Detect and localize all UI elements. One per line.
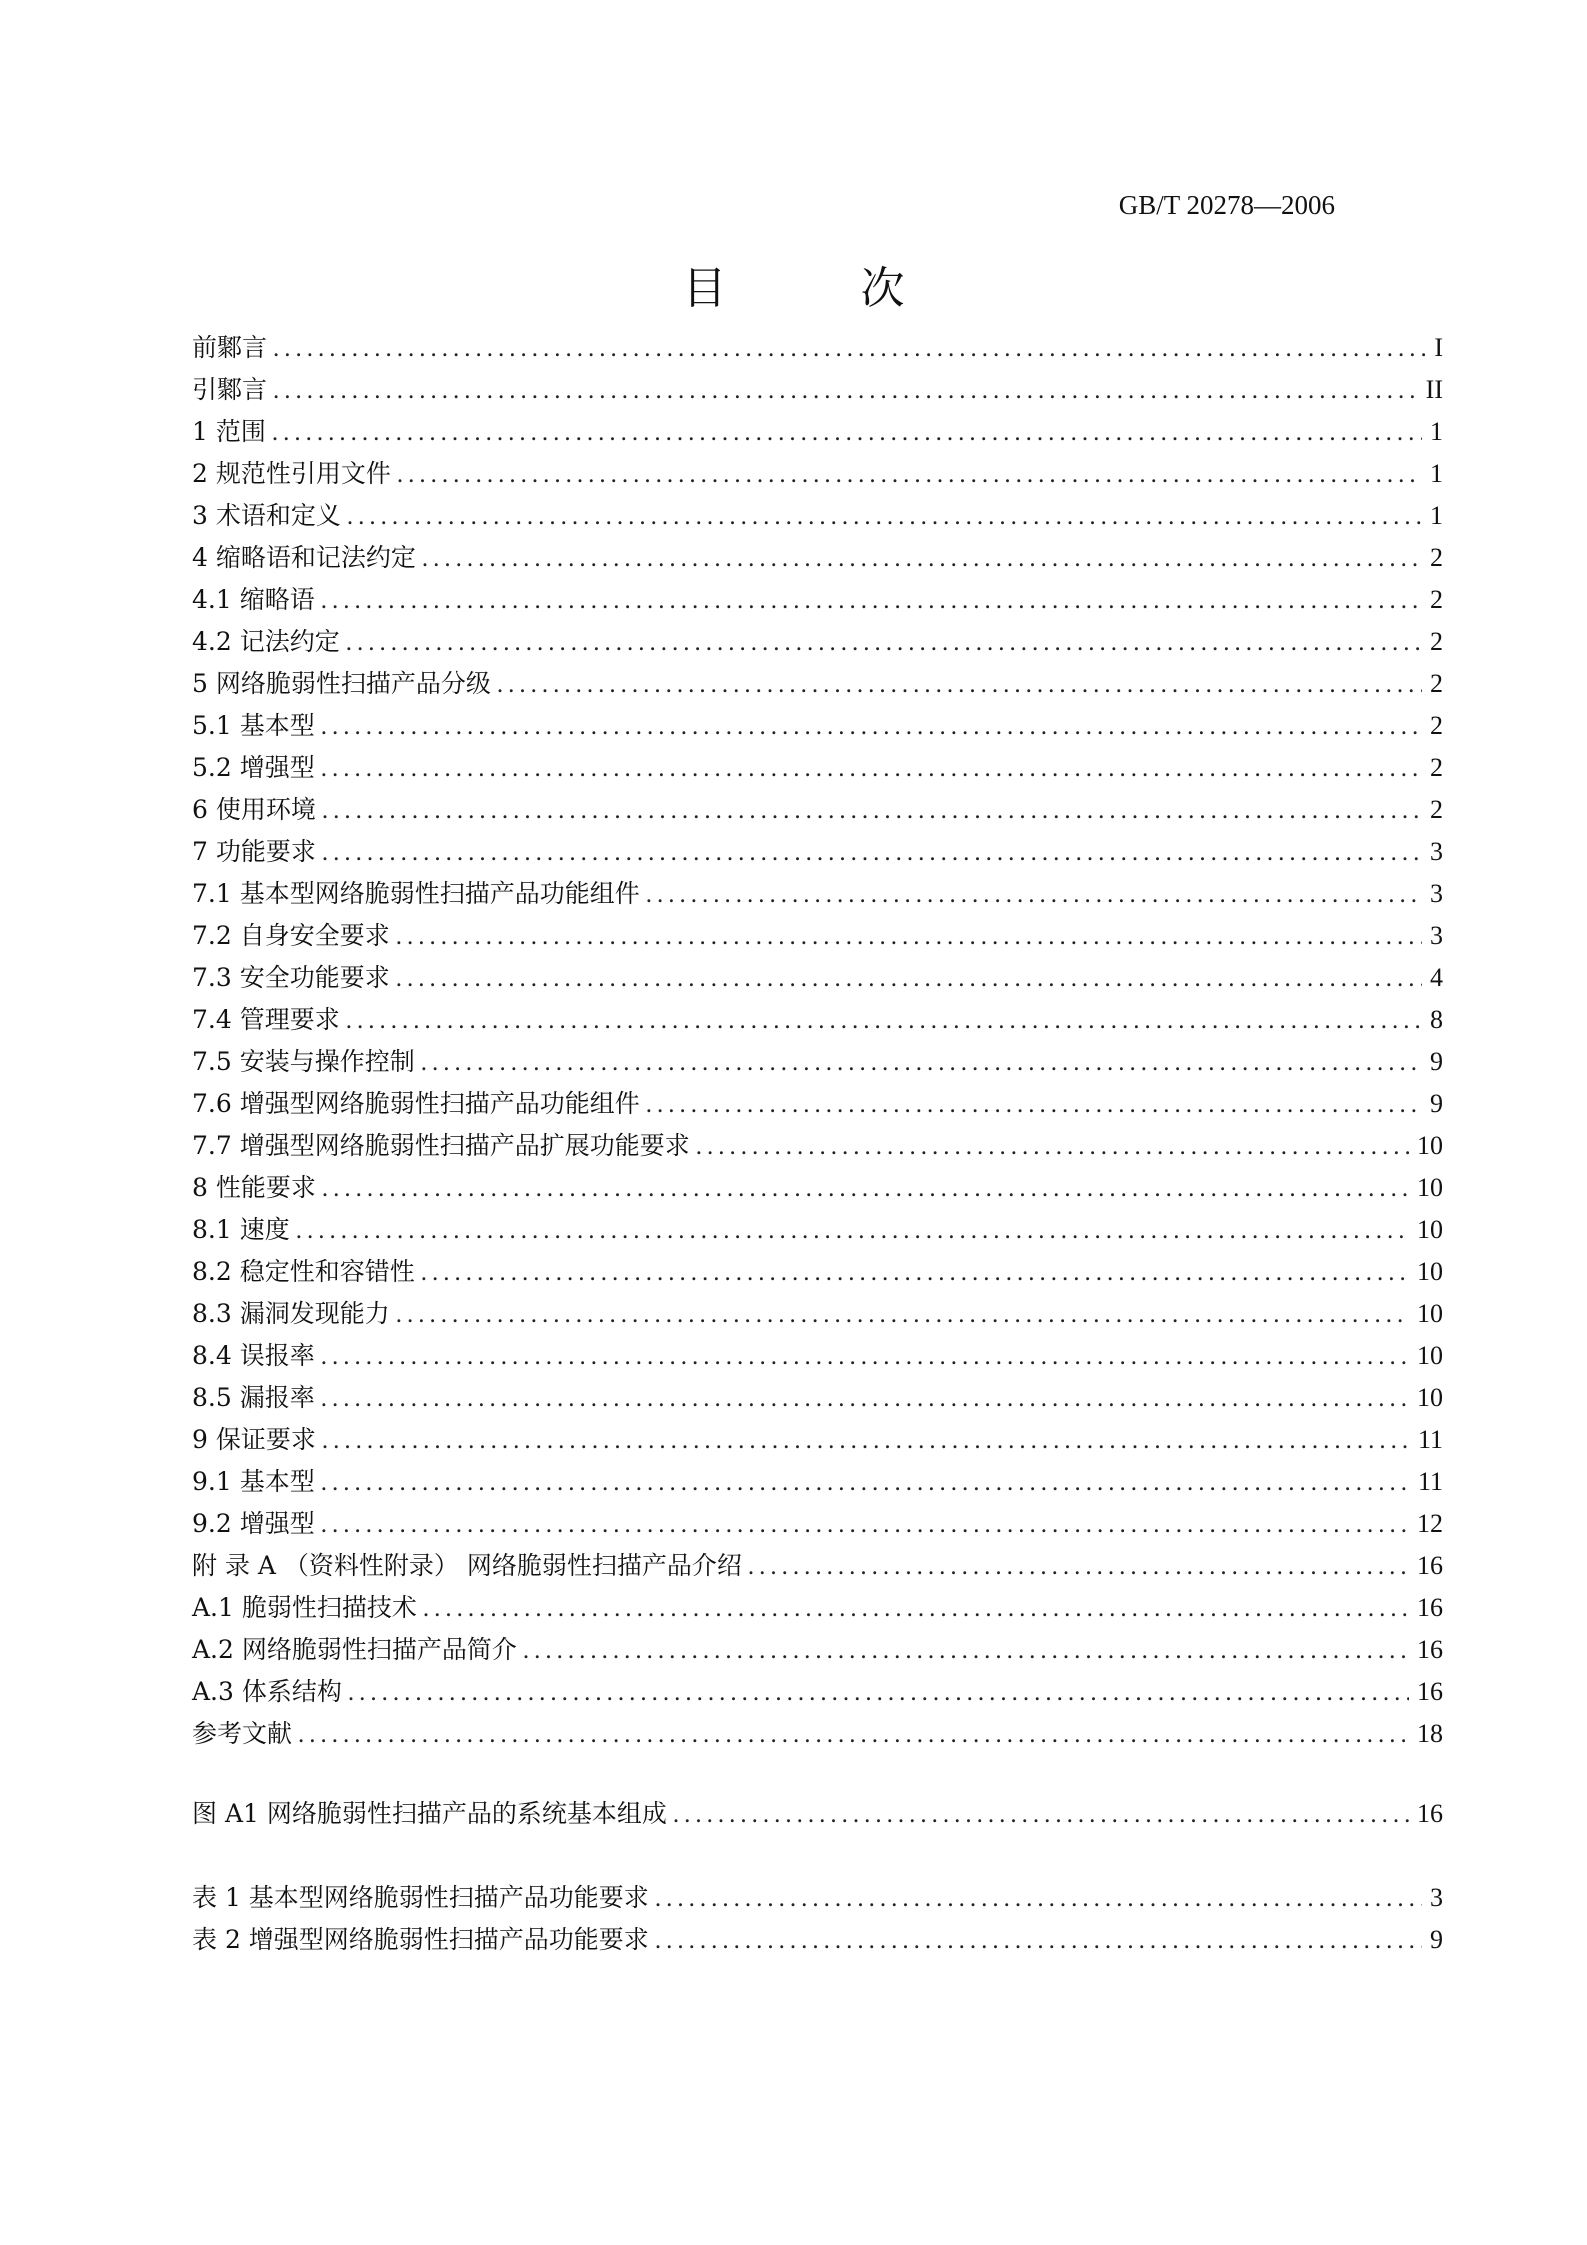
- dot-leader: [396, 923, 1422, 951]
- toc-entry-page: 2: [1430, 669, 1443, 698]
- toc-entry[interactable]: [192, 706, 1443, 748]
- toc-entry-label: 引鄹言: [192, 375, 268, 404]
- toc-entry-label: 4 缩略语和记法约定: [192, 543, 416, 572]
- toc-entry-page: I: [1434, 333, 1443, 362]
- dot-leader: [646, 1091, 1422, 1119]
- toc-entry-page: 10: [1417, 1341, 1443, 1370]
- toc-entry[interactable]: [192, 916, 1443, 958]
- dot-leader: [748, 1553, 1409, 1581]
- toc-entry[interactable]: [192, 664, 1443, 706]
- toc-entry[interactable]: [192, 1252, 1443, 1294]
- toc-entry-page: 10: [1417, 1215, 1443, 1244]
- dot-leader: [497, 671, 1422, 699]
- dot-leader: [321, 1385, 1409, 1413]
- toc-entry[interactable]: [192, 1126, 1443, 1168]
- toc-entry-label: 7.1 基本型网络脆弱性扫描产品功能组件: [192, 879, 640, 908]
- toc-entry-page: 4: [1430, 963, 1443, 992]
- toc-entry[interactable]: [192, 1546, 1443, 1588]
- toc-entry-label: 8 性能要求: [192, 1173, 316, 1202]
- toc-entry[interactable]: [192, 496, 1443, 538]
- table-of-contents: [192, 328, 1443, 1756]
- toc-entry-page: 12: [1417, 1509, 1443, 1538]
- dot-leader: [321, 1469, 1410, 1497]
- toc-entry-label: 7.7 增强型网络脆弱性扫描产品扩展功能要求: [192, 1131, 690, 1160]
- toc-entry[interactable]: [192, 1504, 1443, 1546]
- toc-entry-label: 7.3 安全功能要求: [192, 963, 390, 992]
- toc-entry-page: 10: [1417, 1131, 1443, 1160]
- toc-entry-label: 8.3 漏洞发现能力: [192, 1299, 390, 1328]
- toc-entry-label: 1 范围: [192, 417, 266, 446]
- dot-leader: [321, 1511, 1409, 1539]
- toc-entry-label: A.2 网络脆弱性扫描产品简介: [192, 1635, 517, 1664]
- toc-entry-page: 16: [1417, 1677, 1443, 1706]
- toc-entry[interactable]: [192, 580, 1443, 622]
- toc-entry-label: 8.2 稳定性和容错性: [192, 1257, 415, 1286]
- dot-leader: [296, 1217, 1409, 1245]
- dot-leader: [322, 839, 1422, 867]
- toc-entry-label: 附 录 A （资料性附录） 网络脆弱性扫描产品介绍: [192, 1551, 742, 1580]
- toc-entry-page: 3: [1430, 837, 1443, 866]
- toc-entry-page: 18: [1417, 1719, 1443, 1748]
- toc-entry-page: 2: [1430, 543, 1443, 572]
- toc-entry[interactable]: [192, 538, 1443, 580]
- dot-leader: [321, 1343, 1409, 1371]
- toc-entry-label: 7 功能要求: [192, 837, 316, 866]
- toc-entry[interactable]: [192, 1420, 1443, 1462]
- toc-entry[interactable]: [192, 958, 1443, 1000]
- toc-entry-label: A.3 体系结构: [192, 1677, 342, 1706]
- toc-entry[interactable]: [192, 1168, 1443, 1210]
- dot-leader: [321, 713, 1422, 741]
- list-of-tables: [192, 1878, 1443, 1962]
- toc-entry-page: 16: [1417, 1635, 1443, 1664]
- toc-entry-page: 8: [1430, 1005, 1443, 1034]
- toc-entry-page: 1: [1430, 459, 1443, 488]
- toc-entry-page: 3: [1430, 1883, 1443, 1912]
- toc-entry[interactable]: [192, 1920, 1443, 1962]
- toc-entry-page: 11: [1417, 1425, 1443, 1454]
- page-title: 目 次: [682, 263, 965, 314]
- toc-entry-label: 4.1 缩略语: [192, 585, 315, 614]
- toc-entry-label: 5 网络脆弱性扫描产品分级: [192, 669, 491, 698]
- toc-entry[interactable]: [192, 1462, 1443, 1504]
- toc-entry-page: 1: [1430, 417, 1443, 446]
- dot-leader: [346, 1007, 1422, 1035]
- dot-leader: [396, 965, 1422, 993]
- toc-entry[interactable]: [192, 1714, 1443, 1756]
- toc-entry-page: 2: [1430, 711, 1443, 740]
- toc-entry[interactable]: [192, 1084, 1443, 1126]
- toc-entry-page: 1: [1430, 501, 1443, 530]
- toc-entry-page: 9: [1430, 1925, 1443, 1954]
- dot-leader: [321, 755, 1422, 783]
- toc-entry-page: 2: [1430, 753, 1443, 782]
- toc-entry-page: 16: [1417, 1593, 1443, 1622]
- dot-leader: [423, 1595, 1409, 1623]
- dot-leader: [321, 587, 1422, 615]
- toc-entry-label: 7.4 管理要求: [192, 1005, 340, 1034]
- toc-entry-page: 3: [1430, 879, 1443, 908]
- dot-leader: [422, 545, 1422, 573]
- toc-entry-page: 10: [1417, 1383, 1443, 1412]
- toc-entry-label: 7.5 安装与操作控制: [192, 1047, 415, 1076]
- toc-entry-label: 5.2 增强型: [192, 753, 315, 782]
- toc-entry-label: 8.5 漏报率: [192, 1383, 315, 1412]
- toc-entry[interactable]: [192, 1588, 1443, 1630]
- dot-leader: [655, 1885, 1422, 1913]
- toc-entry[interactable]: [192, 454, 1443, 496]
- dot-leader: [347, 503, 1422, 531]
- toc-entry-label: 5.1 基本型: [192, 711, 315, 740]
- dot-leader: [272, 419, 1422, 447]
- toc-entry[interactable]: [192, 874, 1443, 916]
- dot-leader: [421, 1259, 1409, 1287]
- toc-entry-label: 8.1 速度: [192, 1215, 290, 1244]
- toc-entry[interactable]: [192, 1210, 1443, 1252]
- toc-entry[interactable]: [192, 1794, 1443, 1836]
- toc-entry-page: 10: [1417, 1299, 1443, 1328]
- toc-entry-label: 4.2 记法约定: [192, 627, 340, 656]
- dot-leader: [655, 1927, 1422, 1955]
- toc-entry[interactable]: [192, 1378, 1443, 1420]
- toc-entry-label: 表 2 增强型网络脆弱性扫描产品功能要求: [192, 1925, 649, 1954]
- toc-entry-label: 表 1 基本型网络脆弱性扫描产品功能要求: [192, 1883, 649, 1912]
- toc-entry[interactable]: [192, 1672, 1443, 1714]
- dot-leader: [396, 1301, 1409, 1329]
- dot-leader: [346, 629, 1422, 657]
- toc-entry-label: 3 术语和定义: [192, 501, 341, 530]
- dot-leader: [348, 1679, 1409, 1707]
- toc-entry-page: 10: [1417, 1173, 1443, 1202]
- toc-entry-label: 7.6 增强型网络脆弱性扫描产品功能组件: [192, 1089, 640, 1118]
- toc-entry[interactable]: [192, 1336, 1443, 1378]
- toc-entry[interactable]: [192, 790, 1443, 832]
- toc-entry[interactable]: [192, 328, 1443, 370]
- dot-leader: [322, 1427, 1410, 1455]
- toc-entry-page: 2: [1430, 585, 1443, 614]
- toc-entry-label: 9.2 增强型: [192, 1509, 315, 1538]
- toc-entry[interactable]: [192, 1878, 1443, 1920]
- toc-entry[interactable]: [192, 832, 1443, 874]
- dot-leader: [696, 1133, 1409, 1161]
- toc-entry-page: 2: [1430, 627, 1443, 656]
- toc-entry-label: 8.4 误报率: [192, 1341, 315, 1370]
- toc-entry-page: 16: [1417, 1551, 1443, 1580]
- toc-entry-label: A.1 脆弱性扫描技术: [192, 1593, 417, 1622]
- toc-entry[interactable]: [192, 1294, 1443, 1336]
- toc-entry-label: 7.2 自身安全要求: [192, 921, 390, 950]
- toc-entry-label: 参考文献: [192, 1719, 293, 1748]
- dot-leader: [523, 1637, 1409, 1665]
- toc-entry[interactable]: [192, 1042, 1443, 1084]
- toc-entry-page: 10: [1417, 1257, 1443, 1286]
- toc-entry[interactable]: [192, 1630, 1443, 1672]
- toc-entry-page: 9: [1430, 1047, 1443, 1076]
- dot-leader: [322, 797, 1422, 825]
- toc-entry-page: 11: [1417, 1467, 1443, 1496]
- standard-number: GB/T 20278—2006: [1118, 190, 1335, 220]
- dot-leader: [273, 335, 1426, 363]
- toc-entry-page: 9: [1430, 1089, 1443, 1118]
- toc-entry[interactable]: [192, 748, 1443, 790]
- dot-leader: [298, 1721, 1409, 1749]
- toc-entry-page: II: [1425, 375, 1443, 404]
- toc-entry-page: 3: [1430, 921, 1443, 950]
- toc-entry[interactable]: [192, 370, 1443, 412]
- list-of-figures: [192, 1794, 1443, 1836]
- toc-entry-label: 9 保证要求: [192, 1425, 316, 1454]
- toc-entry-label: 6 使用环境: [192, 795, 316, 824]
- toc-entry-label: 图 A1 网络脆弱性扫描产品的系统基本组成: [192, 1799, 667, 1828]
- dot-leader: [397, 461, 1422, 489]
- toc-entry-label: 前鄹言: [192, 333, 268, 362]
- dot-leader: [673, 1801, 1409, 1829]
- dot-leader: [322, 1175, 1409, 1203]
- toc-entry-label: 2 规范性引用文件: [192, 459, 391, 488]
- toc-entry-page: 2: [1430, 795, 1443, 824]
- toc-entry[interactable]: [192, 622, 1443, 664]
- toc-entry-label: 9.1 基本型: [192, 1467, 315, 1496]
- dot-leader: [421, 1049, 1422, 1077]
- dot-leader: [273, 377, 1418, 405]
- toc-entry[interactable]: [192, 412, 1443, 454]
- dot-leader: [646, 881, 1422, 909]
- toc-entry-page: 16: [1417, 1799, 1443, 1828]
- toc-entry[interactable]: [192, 1000, 1443, 1042]
